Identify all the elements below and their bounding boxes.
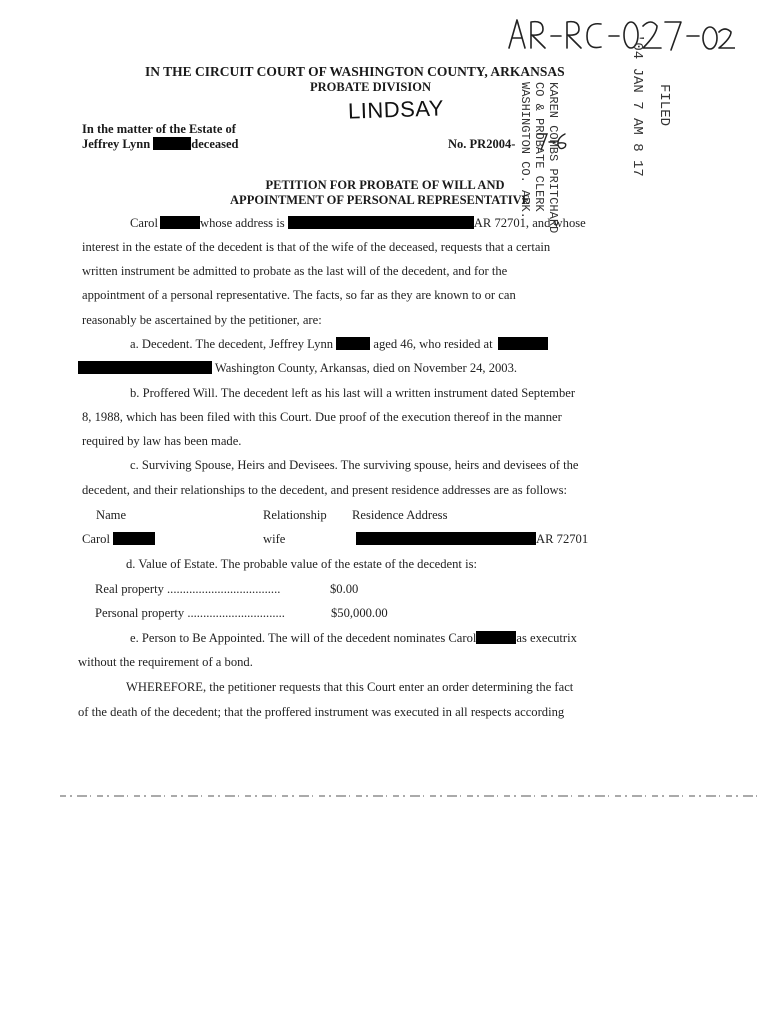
clerk-stamp-date: '04 JAN 7 AM 8 17 xyxy=(629,34,645,177)
heirs-header-address: Residence Address xyxy=(352,508,448,522)
clerk-stamp-line3: WASHINGTON CO. ARK. xyxy=(518,82,532,219)
intro-text: AR 72701, and whose xyxy=(473,216,586,230)
intro-line4: appointment of a personal representative. The facts, so far as they are known to or can xyxy=(82,288,516,302)
heir-row-relationship: wife xyxy=(263,532,286,546)
deceased-first-names: Jeffrey Lynn xyxy=(82,137,151,151)
redaction-bar xyxy=(113,532,155,545)
heir-address-suffix: AR 72701 xyxy=(536,532,589,546)
deceased-label: deceased xyxy=(191,137,239,151)
intro-text: whose address is xyxy=(199,216,285,230)
redaction-bar xyxy=(498,337,548,350)
wherefore-line1: WHEREFORE, the petitioner requests that this Court enter an order determining the fact xyxy=(126,680,574,694)
scan-artifact-line xyxy=(60,792,760,800)
redaction-bar xyxy=(288,216,474,229)
intro-line5: reasonably be ascertained by the petitioner, are: xyxy=(82,313,322,327)
heir-row-address xyxy=(356,532,588,547)
redaction-bar xyxy=(78,361,212,374)
clerk-stamp-line1: KAREN COMBS PRITCHARD xyxy=(546,82,560,234)
intro-line2: interest in the estate of the decedent is that of the wife of the deceased, requests that a certain xyxy=(82,240,551,254)
intro-text: Carol xyxy=(130,216,158,230)
clerk-stamp-filed: FILED xyxy=(656,84,672,127)
heir-name: Carol xyxy=(82,532,110,546)
matter-line: In the matter of the Estate of xyxy=(82,122,236,136)
item-e-text: e. Person to Be Appointed. The will of the decedent nominates Carol xyxy=(130,631,477,645)
item-a-text: aged 46, who resided at xyxy=(373,337,493,351)
item-b-line1: b. Proffered Will. The decedent left as his last will a written instrument dated September xyxy=(130,386,576,400)
item-a-text: a. Decedent. The decedent, Jeffrey Lynn xyxy=(130,337,334,351)
court-header: IN THE CIRCUIT COURT OF WASHINGTON COUNTY, ARKANSAS xyxy=(145,64,565,79)
heirs-header-name: Name xyxy=(96,508,127,522)
case-number xyxy=(448,137,515,152)
personal-property-label: Personal property ............................... xyxy=(95,606,285,620)
intro-line3: written instrument be admitted to probate as the last will of the decedent, and for the xyxy=(82,264,508,278)
item-a-line2 xyxy=(78,361,517,376)
petition-title-line2: APPOINTMENT OF PERSONAL REPRESENTATIVE xyxy=(230,193,530,207)
item-e-text: as executrix xyxy=(516,631,577,645)
item-a-text: Washington County, Arkansas, died on November 24, 2003. xyxy=(214,361,518,375)
item-a-line1 xyxy=(130,337,548,352)
item-b-line2: 8, 1988, which has been filed with this Court. Due proof of the execution thereof in the manner xyxy=(82,410,562,424)
real-property-label: Real property .................................... xyxy=(95,582,281,596)
judge-stamp: LINDSAY xyxy=(347,95,445,124)
item-d-line1: d. Value of Estate. The probable value of the estate of the decedent is: xyxy=(126,557,477,571)
redaction-bar xyxy=(476,631,516,644)
heirs-header-relationship: Relationship xyxy=(263,508,327,522)
item-c-line1: c. Surviving Spouse, Heirs and Devisees. The surviving spouse, heirs and devisees of the xyxy=(130,458,579,472)
redaction-bar xyxy=(160,216,200,229)
case-number-prefix: No. PR2004- xyxy=(448,137,516,151)
item-e-line2: without the requirement of a bond. xyxy=(78,655,253,669)
wherefore-line2: of the death of the decedent; that the proffered instrument was executed in all respects according xyxy=(78,705,565,719)
deceased-name-line xyxy=(82,137,239,152)
item-e-line1 xyxy=(130,631,577,646)
personal-property-value: $50,000.00 xyxy=(331,606,388,620)
redaction-bar xyxy=(336,337,370,350)
intro-line1 xyxy=(130,216,586,231)
division-header: PROBATE DIVISION xyxy=(310,80,431,94)
heir-row-name xyxy=(82,532,155,547)
clerk-stamp-line2: CO & PROBATE CLERK xyxy=(532,82,546,212)
real-property-value: $0.00 xyxy=(330,582,359,596)
petition-title-line1: PETITION FOR PROBATE OF WILL AND xyxy=(265,178,505,192)
item-b-line3: required by law has been made. xyxy=(82,434,242,448)
redaction-bar xyxy=(356,532,536,545)
handwritten-number xyxy=(505,14,735,54)
handwritten-case-suffix xyxy=(535,130,571,152)
redaction-bar xyxy=(153,137,191,150)
item-c-line2: decedent, and their relationships to the decedent, and present residence addresses are as follows: xyxy=(82,483,568,497)
